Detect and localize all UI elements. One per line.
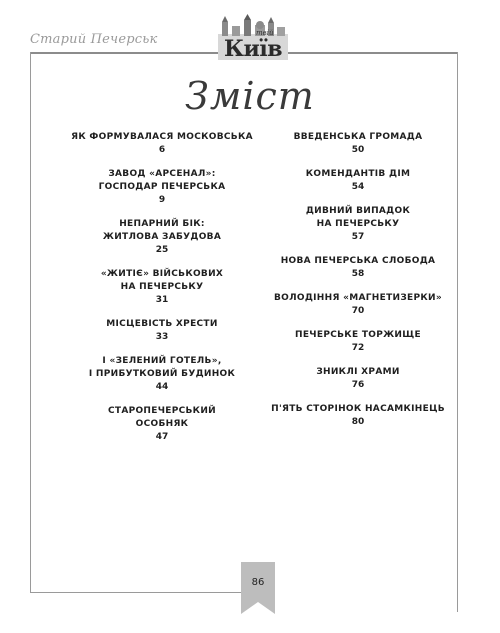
toc-heading: «ЖИТІЄ» ВІЙСЬКОВИХ НА ПЕЧЕРСЬКУ — [100, 269, 224, 292]
logo — [218, 14, 288, 60]
toc-heading: ПЕЧЕРСЬКЕ ТОРЖИЩЕ — [295, 330, 421, 340]
toc-entry[interactable] — [258, 403, 458, 429]
toc-heading: НОВА ПЕЧЕРСЬКА СЛОБОДА — [280, 256, 436, 266]
toc-entry[interactable] — [62, 355, 262, 394]
toc-entry[interactable] — [62, 318, 262, 344]
toc-page-number: 72 — [351, 343, 365, 353]
toc-heading: НЕПАРНИЙ БІК: ЖИТЛОВА ЗАБУДОВА — [102, 219, 222, 242]
toc-entry[interactable] — [258, 205, 458, 244]
frame-bottom-border — [30, 592, 250, 593]
logo-small-text: твій — [256, 29, 274, 37]
toc-page-number: 33 — [155, 332, 169, 342]
toc-heading: П'ЯТЬ СТОРІНОК НАСАМКІНЕЦЬ — [271, 404, 445, 414]
page-number: 86 — [251, 577, 265, 588]
toc-entry[interactable] — [258, 168, 458, 194]
page-title: Зміст — [185, 74, 315, 118]
toc-entry[interactable] — [258, 292, 458, 318]
toc-heading: І «ЗЕЛЕНИЙ ГОТЕЛЬ», І ПРИБУТКОВИЙ БУДИНОК — [88, 356, 236, 379]
toc-page-number: 58 — [351, 269, 365, 279]
header-series-title: Старий Печерськ — [30, 32, 158, 47]
toc-column-right — [258, 131, 458, 440]
toc-page-number: 31 — [155, 295, 169, 305]
toc-page-number: 76 — [351, 380, 365, 390]
toc-page-number: 70 — [351, 306, 365, 316]
toc-page-number: 44 — [155, 382, 169, 392]
toc-heading: МІСЦЕВІСТЬ ХРЕСТИ — [106, 319, 218, 329]
toc-entry[interactable] — [62, 168, 262, 207]
bookmark-ribbon-icon — [241, 562, 275, 614]
toc-column-left — [62, 131, 262, 455]
toc-heading: ВВЕДЕНСЬКА ГРОМАДА — [293, 132, 423, 142]
toc-entry[interactable] — [258, 131, 458, 157]
toc-entry[interactable] — [62, 218, 262, 257]
toc-page-number: 25 — [155, 245, 169, 255]
toc-page-number: 6 — [158, 145, 166, 155]
toc-page-number: 80 — [351, 417, 365, 427]
toc-heading: СТАРОПЕЧЕРСЬКИЙ ОСОБНЯК — [107, 406, 217, 429]
frame-left-border — [30, 52, 31, 592]
toc-entry[interactable] — [258, 366, 458, 392]
toc-entry[interactable] — [62, 131, 262, 157]
toc-entry[interactable] — [258, 329, 458, 355]
toc-entry[interactable] — [258, 255, 458, 281]
toc-page-number: 47 — [155, 432, 169, 442]
toc-heading: ДИВНИЙ ВИПАДОК НА ПЕЧЕРСЬКУ — [305, 206, 411, 229]
toc-heading: ВОЛОДІННЯ «МАГНЕТИЗЕРКИ» — [274, 293, 442, 303]
toc-page-number: 50 — [351, 145, 365, 155]
toc-heading: ЯК ФОРМУВАЛАСЯ МОСКОВСЬКА — [71, 132, 253, 142]
toc-page-number: 57 — [351, 232, 365, 242]
toc-entry[interactable] — [62, 405, 262, 444]
toc-heading: ЗНИКЛІ ХРАМИ — [316, 367, 400, 377]
toc-page-number: 9 — [158, 195, 166, 205]
toc-heading: КОМЕНДАНТІВ ДІМ — [305, 169, 411, 179]
logo-word: Київ — [224, 36, 282, 62]
toc-entry[interactable] — [62, 268, 262, 307]
toc-heading: ЗАВОД «АРСЕНАЛ»: ГОСПОДАР ПЕЧЕРСЬКА — [98, 169, 226, 192]
toc-page-number: 54 — [351, 182, 365, 192]
